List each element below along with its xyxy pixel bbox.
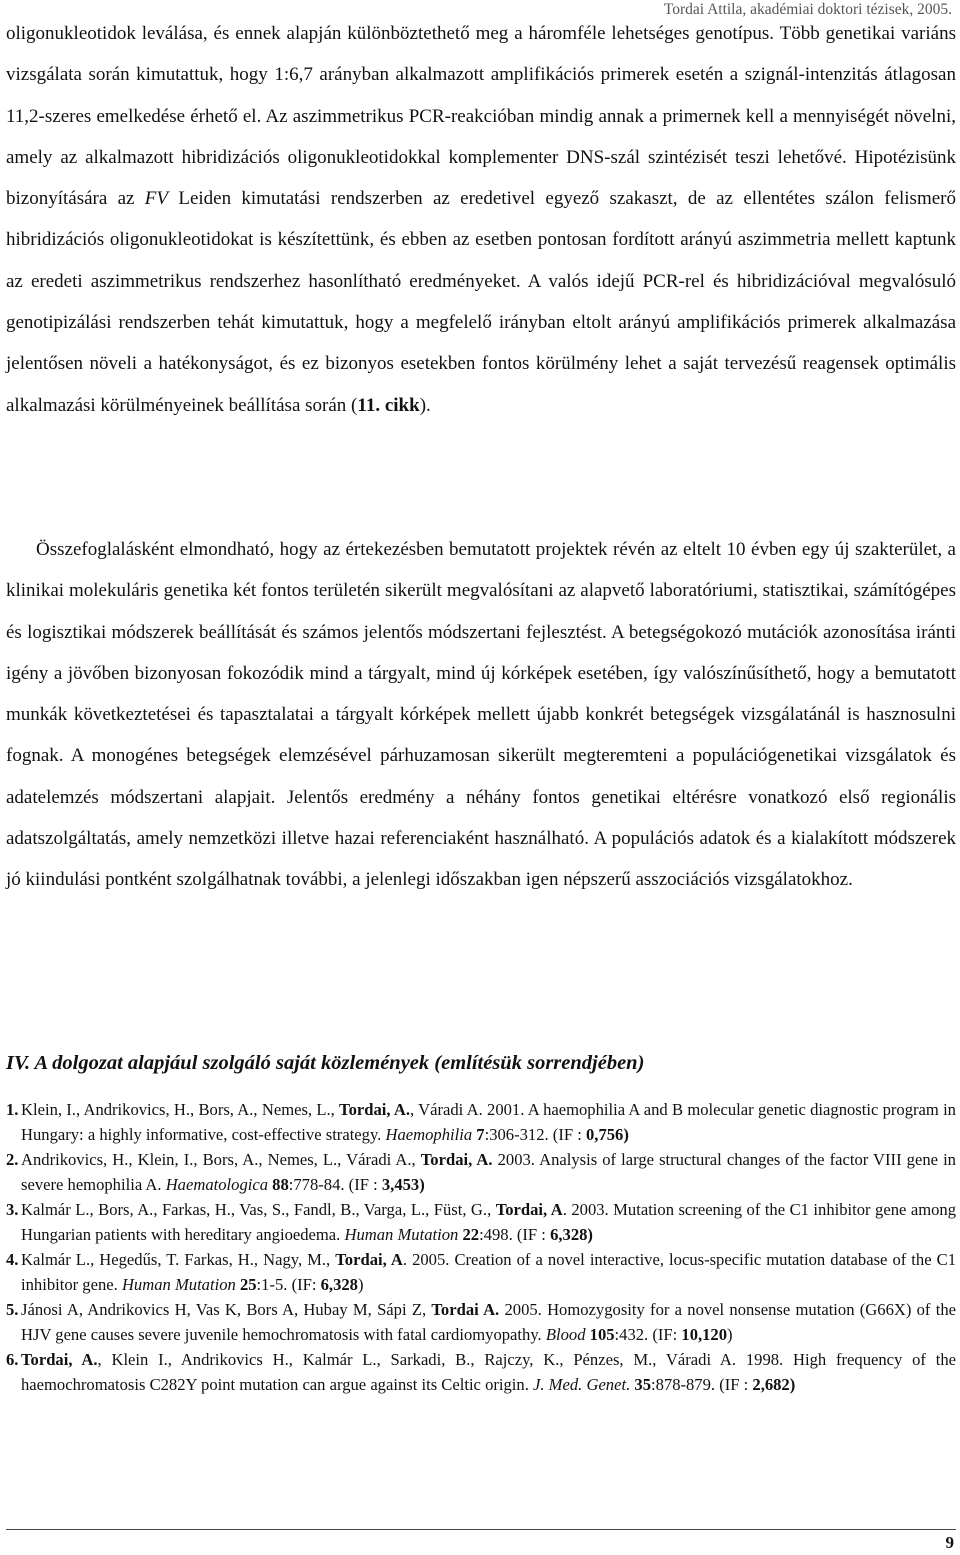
reference-self-author: Tordai, A [495, 1200, 563, 1219]
reference-item [6, 1247, 956, 1297]
reference-number: 4. [6, 1250, 19, 1269]
reference-authors: Kalmár L., Hegedűs, T. Farkas, H., Nagy, M., [21, 1250, 336, 1269]
reference-pages: :1-5. (IF: [256, 1275, 321, 1294]
reference-item [6, 1147, 956, 1197]
reference-tail: ) [357, 1275, 364, 1294]
reference-journal: Blood [545, 1325, 586, 1344]
reference-self-author: Tordai A. [431, 1300, 500, 1319]
reference-volume: 88 [272, 1175, 289, 1194]
reference-impact-factor: 3,453) [381, 1175, 425, 1194]
reference-pages: :306-312. (IF : [484, 1125, 586, 1144]
reference-item [6, 1097, 956, 1147]
reference-impact-factor: 6,328) [550, 1225, 593, 1244]
reference-pages: :778-84. (IF : [288, 1175, 382, 1194]
reference-item [6, 1347, 956, 1397]
reference-title: , Váradi A. 2001. A haemophilia A and B molecular genetic diagnostic program in Hungary: a highly informative, cost-effective strategy. [21, 1100, 956, 1144]
reference-item [6, 1197, 956, 1247]
reference-tail: ) [727, 1325, 733, 1344]
reference-journal: J. Med. Genet. [533, 1375, 631, 1394]
running-header: Tordai Attila, akadémiai doktori tézisek, 2005. [663, 1, 952, 18]
reference-item [6, 1297, 956, 1347]
body-paragraph-2: Összefoglalásként elmondható, hogy az értekezésben bemutatott projektek révén az eltelt 10 évben egy új szakterület, a klinikai molekuláris genetika két fontos területén sikerült megvalósítani az alapvető laboratóriumi, statisztikai, számítógépes és logisztikai módszerek beállítását és számos jelentős módszertani fejlesztést. A betegségokozó mutációk azonosítása iránti igény a jövőben bizonyosan fokozódik mind a tárgyalt, mind új kórképek esetében, így valószínűsíthető, hogy a bemutatott munkák következtetései és tapasztalatai a tárgyalt kórképek mellett újabb konkrét betegségek vizsgálatánál is hasznosulni fognak. A monogénes betegségek elemzésével párhuzamosan sikerült megteremteni a populációgenetikai vizsgálatok és adatelemzés módszertani alapjait. Jelentős eredmény a néhány fontos genetikai eltérésre vonatkozó első regionális adatszolgáltatás, amely nemzetközi illetve hazai referenciaként használható. A populációs adatok és a kialakított módszerek jó kiindulási pontként szolgálhatnak további, a jelenlegi időszakban igen népszerű asszociációs vizsgálatokhoz. [6, 539, 956, 891]
reference-self-author: Tordai, A [335, 1250, 403, 1269]
reference-title: 2005. Homozygosity for a novel nonsense mutation (G66X) of the HJV gene causes severe juvenile hemochromatosis with fatal cardiomyopathy. [21, 1300, 956, 1344]
reference-impact-factor: 6,328 [320, 1275, 358, 1294]
paragraph-text: ). [419, 394, 431, 416]
reference-volume: 7 [476, 1125, 485, 1144]
reference-list [6, 1097, 956, 1397]
reference-volume: 22 [462, 1225, 480, 1244]
reference-journal: Haematologica [165, 1175, 269, 1194]
reference-self-author: Tordai, A. [420, 1150, 493, 1169]
reference-authors: Jánosi A, Andrikovics H, Vas K, Bors A, Hubay M, Sápi Z, [21, 1300, 432, 1319]
page-number: 9 [945, 1533, 954, 1552]
reference-self-author: Tordai, A. [339, 1100, 411, 1119]
reference-number: 5. [6, 1300, 19, 1319]
gene-name-italic: FV [144, 188, 169, 210]
reference-pages: :498. (IF : [479, 1225, 551, 1244]
reference-title: 2003. Analysis of large structural changes of the factor VIII gene in severe hemophilia A. [21, 1150, 956, 1194]
reference-pages: :432. (IF: [614, 1325, 682, 1344]
reference-title: , Klein I., Andrikovics H., Kalmár L., Sarkadi, B., Rajczy, K., Pénzes, M., Váradi A. 1998. High frequency of the haemochromatosis C282Y point mutation can argue against its Celtic origin. [21, 1350, 957, 1394]
reference-pages: :878-879. (IF : [650, 1375, 753, 1394]
reference-number: 1. [6, 1100, 19, 1119]
section-heading: IV. A dolgozat alapjául szolgáló saját közlemények (említésük sorrendjében) [6, 1052, 645, 1074]
reference-volume: 35 [634, 1375, 651, 1394]
reference-number: 2. [6, 1150, 19, 1169]
paragraph-text: oligonukleotidok leválása, és ennek alapján különböztethető meg a háromféle lehetséges genotípus. Több genetikai variáns vizsgálata során kimutattuk, hogy 1:6,7 arányban alkalmazott amplifikációs primerek esetén a szignál-intenzitás átlagosan 11,2-szeres emelkedése érhető el. Az aszimmetrikus PCR-reakcióban mindig annak a primernek kell a mennyiségét növelni, amely az alkalmazott hibridizációs oligonukleotidokkal komplementer DNS-szál szintézisét teszi lehetővé. Hipotézisünk bizonyítására az [6, 23, 956, 210]
reference-number: 3. [6, 1200, 19, 1219]
reference-journal: Haemophilia [385, 1125, 473, 1144]
reference-journal: Human Mutation [344, 1225, 459, 1244]
reference-authors: Andrikovics, H., Klein, I., Bors, A., Nemes, L., Váradi A., [21, 1150, 421, 1169]
reference-title: . 2005. Creation of a novel interactive, locus-specific mutation database of the C1 inhibitor gene. [21, 1250, 956, 1294]
body-paragraph-1 [6, 13, 956, 426]
reference-volume: 25 [239, 1275, 257, 1294]
reference-authors: Klein, I., Andrikovics, H., Bors, A., Nemes, L., [21, 1100, 340, 1119]
reference-volume: 105 [589, 1325, 615, 1344]
reference-journal: Human Mutation [121, 1275, 236, 1294]
reference-authors: Kalmár L., Bors, A., Farkas, H., Vas, S., Fandl, B., Varga, L., Füst, G., [21, 1200, 496, 1219]
article-citation: 11. cikk [357, 394, 420, 416]
reference-impact-factor: 0,756) [586, 1125, 629, 1144]
reference-self-author: Tordai, A. [21, 1350, 98, 1369]
reference-title: . 2003. Mutation screening of the C1 inhibitor gene among Hungarian patients with hereditary angioedema. [21, 1200, 956, 1244]
paragraph-text: Leiden kimutatási rendszerben az eredetivel egyező szakaszt, de az ellentétes szálon felismerő hibridizációs oligonukleotidokat is készítettünk, és ebben az esetben pontosan fordított arányú aszimmetria mellett kaptunk az eredeti aszimmetrikus rendszerhez hasonlítható eredményeket. A valós idejű PCR-rel és hibridizációval megvalósuló genotipizálási rendszerben tehát kimutattuk, hogy a megfelelő irányban eltolt arányú amplifikációs primerek alkalmazása jelentősen növeli a hatékonyságot, és ez bizonyos esetekben fontos körülmény lehet a saját tervezésű reagensek optimális alkalmazási körülményeinek beállítása során ( [6, 188, 956, 416]
reference-impact-factor: 10,120 [681, 1325, 728, 1344]
reference-impact-factor: 2,682) [752, 1375, 796, 1394]
reference-number: 6. [6, 1350, 19, 1369]
footer-rule [6, 1529, 956, 1530]
